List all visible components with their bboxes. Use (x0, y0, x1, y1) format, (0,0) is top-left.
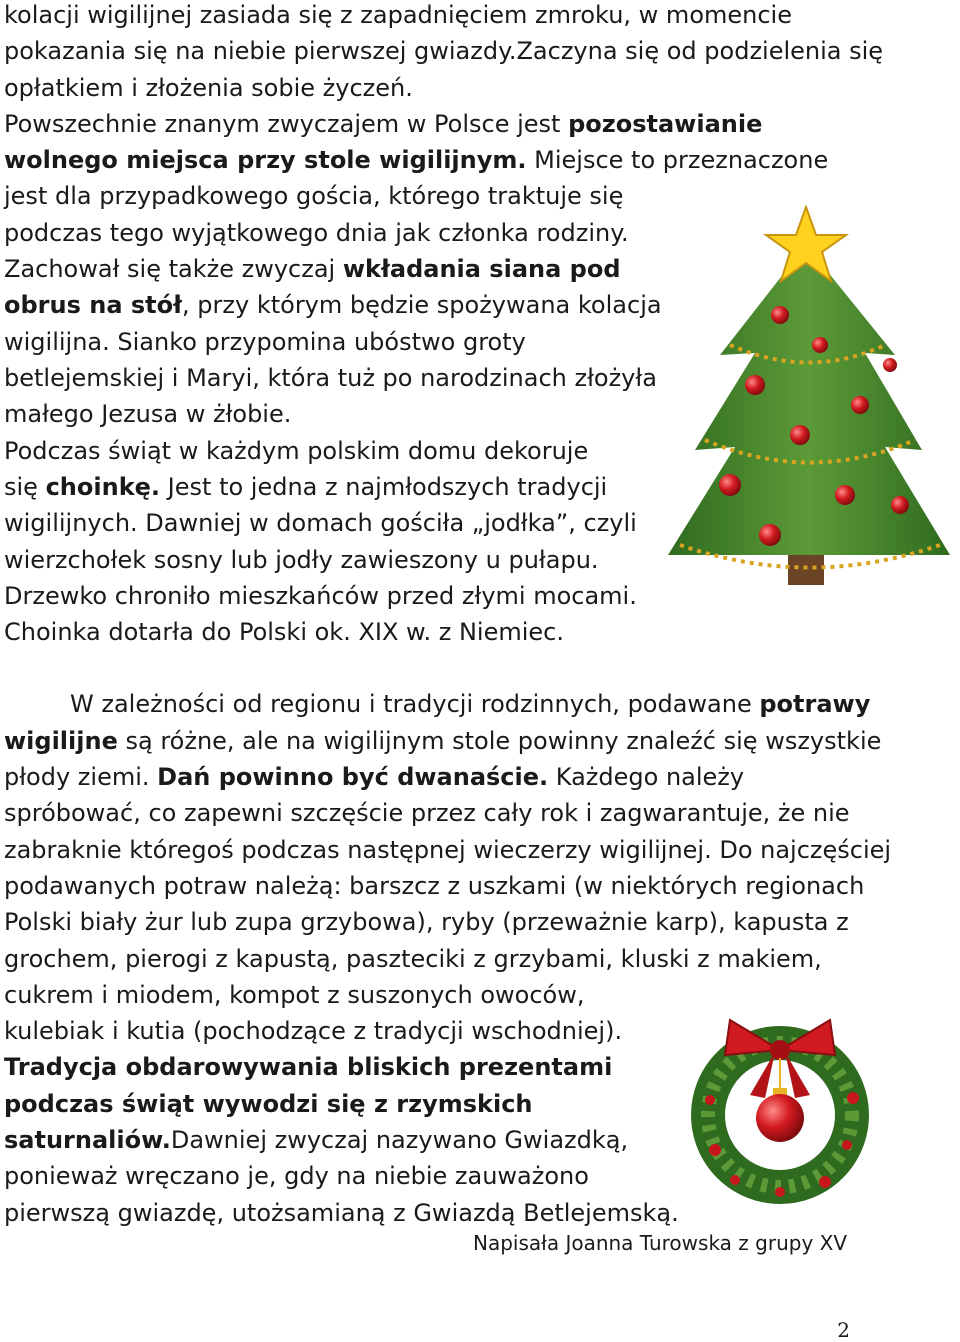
text-run: wigilijna. Sianko przypomina ubóstwo groty (4, 328, 526, 356)
text-run: podczas tego wyjątkowego dnia jak członka rodziny. (4, 219, 629, 247)
text-line (4, 726, 881, 756)
text-run: opłatkiem i złożenia sobie życzeń. (4, 74, 413, 102)
text-run: się (4, 473, 46, 501)
christmas-tree-illustration (660, 205, 960, 595)
text-line (4, 617, 564, 647)
text-line (4, 1052, 612, 1082)
text-line (4, 363, 657, 393)
text-run: Jest to jedna z najmłodszych tradycji (160, 473, 608, 501)
text-line (4, 290, 662, 320)
text-line (4, 1089, 533, 1119)
text-run: Polski biały żur lub zupa grzybowa), ryby (przeważnie karp), kapusta z (4, 908, 849, 936)
text-line (4, 1016, 622, 1046)
text-run: Choinka dotarła do Polski ok. XIX w. z Niemiec. (4, 618, 564, 646)
bold-phrase: pozostawianie (568, 110, 763, 138)
text-run: kulebiak i kutia (pochodzące z tradycji wschodniej). (4, 1017, 623, 1045)
text-line (4, 327, 526, 357)
text-run: Podczas świąt w każdym polskim domu dekoruje (4, 437, 589, 465)
text-line (4, 399, 291, 429)
text-line (4, 871, 864, 901)
text-run: jest dla przypadkowego gościa, którego traktuje się (4, 182, 624, 210)
text-line (4, 581, 637, 611)
text-line (4, 1161, 589, 1191)
text-run: Dawniej zwyczaj nazywano Gwiazdką, (170, 1126, 629, 1154)
text-line (4, 109, 762, 139)
text-line (4, 181, 623, 211)
text-run: , przy którym będzie spożywana kolacja (182, 291, 662, 319)
bold-phrase: podczas świąt wywodzi się z rzymskich (4, 1090, 533, 1118)
text-line (4, 254, 621, 284)
bold-phrase: saturnaliów. (4, 1126, 171, 1154)
text-run: zabraknie któregoś podczas następnej wieczerzy wigilijnej. Do najczęściej (4, 836, 892, 864)
bold-phrase: choinkę. (45, 473, 161, 501)
text-run: Miejsce to przeznaczone (526, 146, 829, 174)
text-run: Drzewko chroniło mieszkańców przed złymi mocami. (4, 582, 637, 610)
text-run: W zależności od regionu i tradycji rodzinnych, podawane (70, 690, 760, 718)
text-line (4, 36, 883, 66)
text-line (4, 762, 744, 792)
bold-phrase: potrawy (759, 690, 871, 718)
text-run: cukrem i miodem, kompot z suszonych owoców, (4, 981, 585, 1009)
text-line (4, 73, 413, 103)
bold-phrase: wolnego miejsca przy stole wigilijnym. (4, 146, 527, 174)
text-line (4, 944, 822, 974)
bold-phrase: wkładania siana pod (342, 255, 621, 283)
bold-phrase: Dań powinno być dwanaście. (157, 763, 549, 791)
christmas-wreath-illustration (675, 1010, 885, 1210)
text-run: ponieważ wręczano je, gdy na niebie zauważono (4, 1162, 589, 1190)
text-run: małego Jezusa w żłobie. (4, 400, 292, 428)
bold-phrase: obrus na stół (4, 291, 183, 319)
page-number: 2 (837, 1318, 850, 1342)
bold-phrase: wigilijne (4, 727, 118, 755)
text-line (4, 436, 588, 466)
text-run: pierwszą gwiazdę, utożsamianą z Gwiazdą Betlejemską. (4, 1199, 679, 1227)
text-run: kolacji wigilijnej zasiada się z zapadnięciem zmroku, w momencie (4, 1, 792, 29)
text-run: Powszechnie znanym zwyczajem w Polsce jest (4, 110, 569, 138)
text-run: podawanych potraw należą: barszcz z uszkami (w niektórych regionach (4, 872, 865, 900)
text-line (4, 907, 849, 937)
author-signature: Napisała Joanna Turowska z grupy XV (473, 1231, 848, 1255)
text-run: wierzchołek sosny lub jodły zawieszony u pułapu. (4, 546, 599, 574)
text-line (4, 1125, 628, 1155)
text-run: grochem, pierogi z kapustą, paszteciki z grzybami, kluski z makiem, (4, 945, 822, 973)
text-line (4, 798, 850, 828)
text-line (4, 545, 599, 575)
text-line (4, 472, 607, 502)
text-run: płody ziemi. (4, 763, 158, 791)
text-line (4, 835, 891, 865)
text-run: Zachował się także zwyczaj (4, 255, 343, 283)
text-run: są różne, ale na wigilijnym stole powinny znaleźć się wszystkie (117, 727, 882, 755)
text-line (4, 218, 629, 248)
text-run: Każdego należy (548, 763, 745, 791)
text-run: wigilijnych. Dawniej w domach gościła „jodłka”, czyli (4, 509, 637, 537)
text-line (4, 980, 584, 1010)
text-run: pokazania się na niebie pierwszej gwiazdy.Zaczyna się od podzielenia się (4, 37, 884, 65)
text-line (4, 145, 828, 175)
text-line (70, 689, 870, 719)
text-run: betlejemskiej i Maryi, która tuż po narodzinach złożyła (4, 364, 657, 392)
bold-phrase: Tradycja obdarowywania bliskich prezentami (4, 1053, 613, 1081)
text-line (4, 508, 637, 538)
text-run: spróbować, co zapewni szczęście przez cały rok i zagwarantuje, że nie (4, 799, 850, 827)
text-line (4, 0, 792, 30)
text-line (4, 1198, 679, 1228)
